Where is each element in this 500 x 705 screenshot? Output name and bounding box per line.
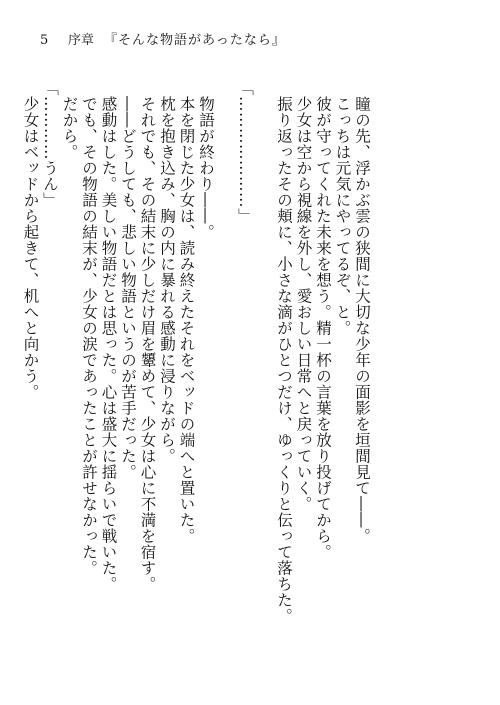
text-line: 少女はベッドから起きて、机へと向かう。 xyxy=(21,95,40,400)
text-line: 少女は空から視線を外し、愛おしい日常へと戻っていく。 xyxy=(294,95,313,512)
text-line: こっちは元気にやってるぞ、と。 xyxy=(333,95,352,336)
chapter-label: 序章 xyxy=(68,33,95,48)
running-head xyxy=(40,32,480,50)
body-text xyxy=(21,80,372,680)
chapter-title: 『そんな物語があったなら』 xyxy=(104,33,286,48)
page-number: 5 xyxy=(40,33,49,48)
text-line: 「…………………」 xyxy=(236,80,254,224)
text-line: 本を閉じた少女は、読み終えたそれをベッドの端へと置いた。 xyxy=(177,95,196,544)
text-line: 彼が守ってくれた未来を想う。精一杯の言葉を放り投げてから。 xyxy=(314,95,332,560)
text-line: ――どうしても、悲しい物語というのが苦手だった。 xyxy=(119,95,137,480)
text-line: でも、その物語の結末が、少女の涙であったことが許せなかった。 xyxy=(80,95,98,576)
text-line: 枕を抱き込み、胸の内に暴れる感動に浸りながら。 xyxy=(158,95,176,464)
text-line: 瞳の先、浮かぶ雲の狭間に大切な少年の面影を垣間見て――。 xyxy=(353,95,371,544)
text-line: 「…………うん」 xyxy=(41,80,59,208)
text-line: だから。 xyxy=(60,95,79,160)
text-line: それでも、その結末に少しだけ眉を顰めて、少女は心に不満を宿す。 xyxy=(138,95,157,592)
text-line: 振り返ったその頬に、小さな滴がひとつだけ、ゆっくりと伝って落ちた。 xyxy=(275,95,293,624)
text-line: 物語が終わり――。 xyxy=(197,95,215,240)
text-line: 感動はした。美しい物語だとは思った。心は盛大に揺らいで戦いた。 xyxy=(99,95,118,592)
